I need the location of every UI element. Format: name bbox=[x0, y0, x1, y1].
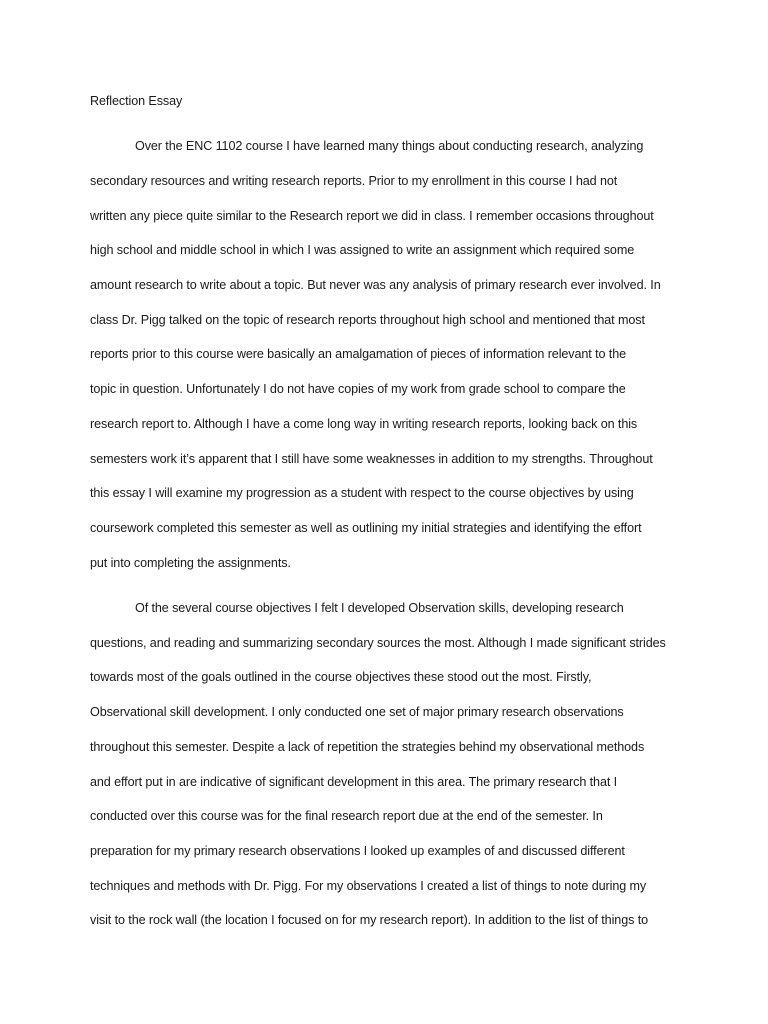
paragraph-line: Observational skill development. I only conducted one set of major primary research observations bbox=[90, 705, 624, 719]
paragraph-line: questions, and reading and summarizing secondary sources the most. Although I made significant strides bbox=[90, 636, 666, 650]
paragraph-line: put into completing the assignments. bbox=[90, 556, 291, 570]
paragraph-line: techniques and methods with Dr. Pigg. For my observations I created a list of things to note during my bbox=[90, 879, 647, 893]
paragraph-line: visit to the rock wall (the location I focused on for my research report). In addition to the list of things to bbox=[90, 913, 648, 927]
paragraph-line: semesters work it’s apparent that I still have some weaknesses in addition to my strengths. Throughout bbox=[90, 452, 653, 466]
paragraph-line: and effort put in are indicative of significant development in this area. The primary research that I bbox=[90, 775, 618, 789]
paragraph-line: high school and middle school in which I was assigned to write an assignment which required some bbox=[90, 243, 635, 257]
paragraph-line: conducted over this course was for the final research report due at the end of the semester. In bbox=[90, 809, 603, 823]
paragraph-line: preparation for my primary research observations I looked up examples of and discussed different bbox=[90, 844, 625, 858]
paragraph-line: topic in question. Unfortunately I do not have copies of my work from grade school to compare the bbox=[90, 382, 626, 396]
essay-title: Reflection Essay bbox=[90, 94, 183, 108]
paragraph-line: secondary resources and writing research reports. Prior to my enrollment in this course I had not bbox=[90, 174, 618, 188]
paragraph-line: Of the several course objectives I felt I developed Observation skills, developing research bbox=[135, 601, 624, 615]
paragraph-line: towards most of the goals outlined in the course objectives these stood out the most. Firstly, bbox=[90, 670, 592, 684]
paragraph-line: coursework completed this semester as well as outlining my initial strategies and identifying the effort bbox=[90, 521, 642, 535]
paragraph-line: amount research to write about a topic. But never was any analysis of primary research ever involved. In bbox=[90, 278, 661, 292]
paragraph-line: research report to. Although I have a come long way in writing research reports, looking back on this bbox=[90, 417, 638, 431]
paragraph-line: written any piece quite similar to the Research report we did in class. I remember occasions throughout bbox=[90, 209, 654, 223]
paragraph-line: throughout this semester. Despite a lack of repetition the strategies behind my observational methods bbox=[90, 740, 645, 754]
paragraph-line: reports prior to this course were basically an amalgamation of pieces of information relevant to the bbox=[90, 347, 627, 361]
paragraph-line: Over the ENC 1102 course I have learned many things about conducting research, analyzing bbox=[135, 139, 644, 153]
paragraph-line: this essay I will examine my progression as a student with respect to the course objectives by using bbox=[90, 486, 634, 500]
paragraph-line: class Dr. Pigg talked on the topic of research reports throughout high school and mentioned that most bbox=[90, 313, 645, 327]
